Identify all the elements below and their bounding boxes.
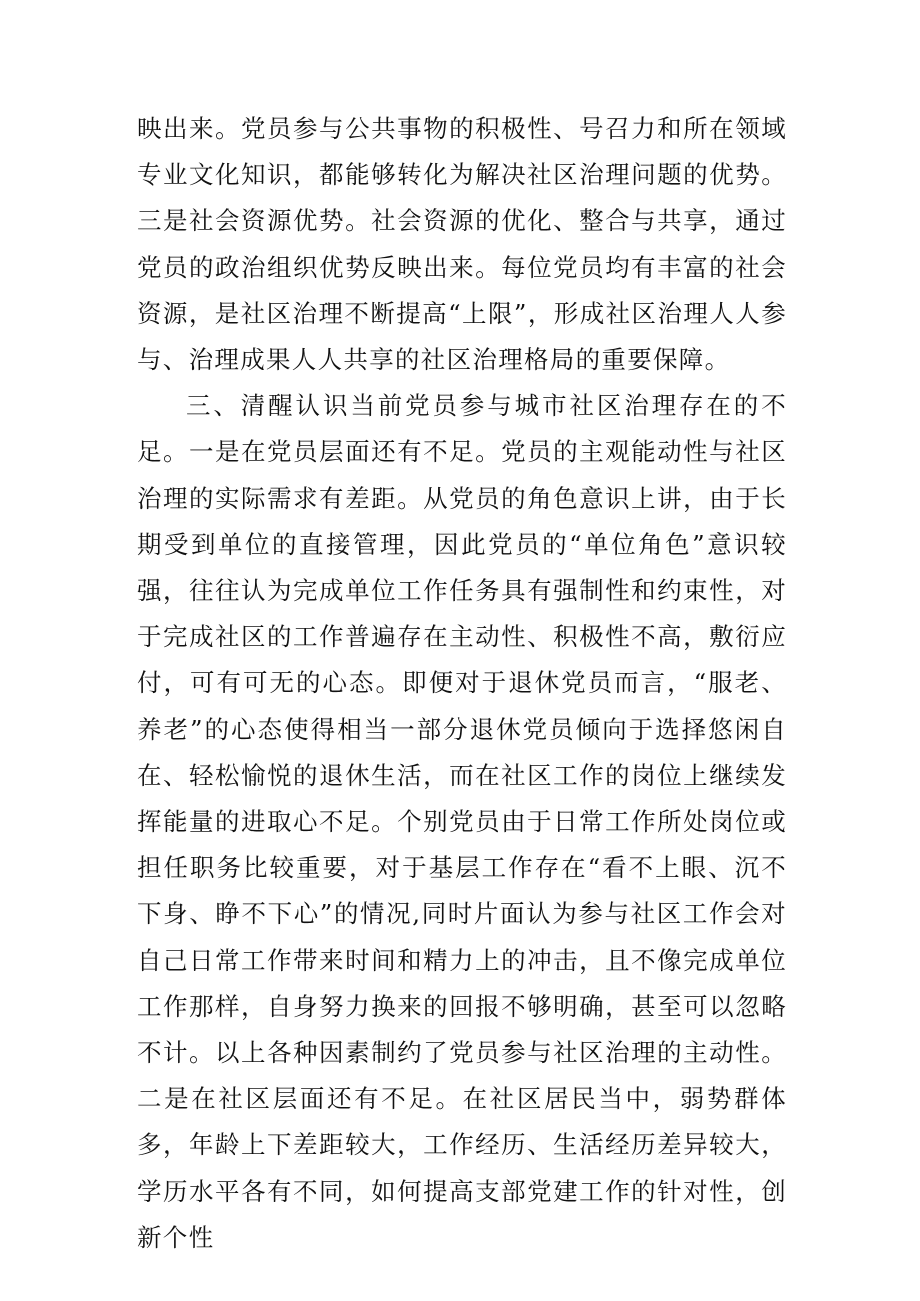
body-text [137, 106, 787, 1261]
paragraph-continuation: 映出来。党员参与公共事物的积极性、号召力和所在领域专业文化知识，都能够转化为解决社区治理问题的优势。三是社会资源优势。社会资源的优化、整合与共享，通过党员的政治组织优势反映出来。每位党员均有丰富的社会资源，是社区治理不断提高“上限”，形成社区治理人人参与、治理成果人人共享的社区治理格局的重要保障。 [137, 114, 787, 375]
paragraph-section-three: 三、清醒认识当前党员参与城市社区治理存在的不足。一是在党员层面还有不足。党员的主观能动性与社区治理的实际需求有差距。从党员的角色意识上讲，由于长期受到单位的直接管理，因此党员的“单位角色”意识较强，往往认为完成单位工作任务具有强制性和约束性，对于完成社区的工作普遍存在主动性、积极性不高，敷衍应付，可有可无的心态。即便对于退休党员而言，“服老、养老”的心态使得相当一部分退休党员倾向于选择悠闲自在、轻松愉悦的退休生活，而在社区工作的岗位上继续发挥能量的进取心不足。个别党员由于日常工作所处岗位或担任职务比较重要，对于基层工作存在“看不上眼、沉不下身、睁不下心”的情况,同时片面认为参与社区工作会对自己日常工作带来时间和精力上的冲击，且不像完成单位工作那样，自身努力换来的回报不够明确，甚至可以忽略不计。以上各种因素制约了党员参与社区治理的主动性。二是在社区层面还有不足。在社区居民当中，弱势群体多，年龄上下差距较大，工作经历、生活经历差异较大，学历水平各有不同，如何提高支部党建工作的针对性，创新个性 [137, 391, 787, 1252]
